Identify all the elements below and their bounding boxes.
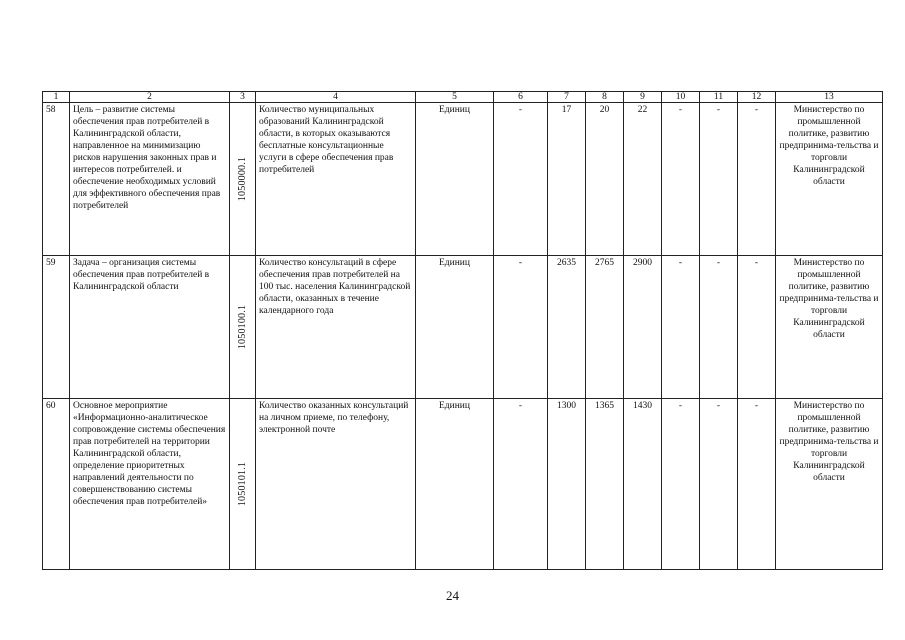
value-cell: 2635 xyxy=(548,256,586,399)
value-cell: - xyxy=(738,103,776,256)
value-cell: - xyxy=(700,399,738,570)
value-cell: - xyxy=(738,399,776,570)
value-cell: - xyxy=(700,256,738,399)
value-cell: - xyxy=(662,103,700,256)
code-text: 1050000.1 xyxy=(236,156,248,202)
goal-text: Цель – развитие системы обеспечения прав потребителей в Калининградской области, направленное на минимизацию рисков нарушения законных прав и интересов потребителей. и обеспечение необходимых условий для эффективного обеспечения прав потребителей xyxy=(70,103,230,256)
indicator-text: Количество муниципальных образований Калининградской области, в которых оказываются бесплатные консультационные услуги в сфере обеспечения прав потребителей xyxy=(256,103,416,256)
organization-text: Министерство по промышленной политике, развитию предпринима-тельства и торговли Калининградской области xyxy=(776,103,883,256)
organization-text: Министерство по промышленной политике, развитию предпринима-тельства и торговли Калининградской области xyxy=(776,399,883,570)
value-cell: - xyxy=(662,399,700,570)
column-header: 3 xyxy=(230,92,256,103)
value-cell: - xyxy=(738,256,776,399)
page-number: 24 xyxy=(446,588,459,603)
table-row xyxy=(43,103,883,256)
value-cell: - xyxy=(494,256,548,399)
value-cell: 1365 xyxy=(586,399,624,570)
column-header: 13 xyxy=(776,92,883,103)
column-header: 11 xyxy=(700,92,738,103)
column-header: 8 xyxy=(586,92,624,103)
code-text: 1050100.1 xyxy=(236,304,248,350)
value-cell: - xyxy=(494,399,548,570)
indicators-table xyxy=(42,91,883,570)
value-cell: 1300 xyxy=(548,399,586,570)
indicator-text: Количество оказанных консультаций на личном приеме, по телефону, электронной почте xyxy=(256,399,416,570)
code-cell xyxy=(230,399,256,570)
table-header-row xyxy=(43,92,883,103)
value-cell: 1430 xyxy=(624,399,662,570)
unit-text: Единиц xyxy=(416,256,494,399)
value-cell: - xyxy=(494,103,548,256)
goal-text: Задача – организация системы обеспечения прав потребителей в Калининградской области xyxy=(70,256,230,399)
row-number: 60 xyxy=(43,399,70,570)
unit-text: Единиц xyxy=(416,399,494,570)
column-header: 9 xyxy=(624,92,662,103)
unit-text: Единиц xyxy=(416,103,494,256)
goal-text: Основное мероприятие «Информационно-аналитическое сопровождение системы обеспечения прав потребителей на территории Калининградской области, определение приоритетных направлений деятельности по совершенствованию системы обеспечения прав потребителей» xyxy=(70,399,230,570)
column-header: 4 xyxy=(256,92,416,103)
value-cell: 22 xyxy=(624,103,662,256)
column-header: 12 xyxy=(738,92,776,103)
column-header: 10 xyxy=(662,92,700,103)
indicator-text: Количество консультаций в сфере обеспечения прав потребителей на 100 тыс. населения Калининградской области, оказанных в течение календарного года xyxy=(256,256,416,399)
column-header: 2 xyxy=(70,92,230,103)
value-cell: 2765 xyxy=(586,256,624,399)
column-header: 7 xyxy=(548,92,586,103)
row-number: 59 xyxy=(43,256,70,399)
code-cell xyxy=(230,256,256,399)
value-cell: 17 xyxy=(548,103,586,256)
code-text: 1050101.1 xyxy=(236,461,248,507)
value-cell: - xyxy=(700,103,738,256)
column-header: 6 xyxy=(494,92,548,103)
column-header: 5 xyxy=(416,92,494,103)
table-row xyxy=(43,256,883,399)
table-row xyxy=(43,399,883,570)
value-cell: 2900 xyxy=(624,256,662,399)
organization-text: Министерство по промышленной политике, развитию предпринима-тельства и торговли Калининградской области xyxy=(776,256,883,399)
value-cell: 20 xyxy=(586,103,624,256)
column-header: 1 xyxy=(43,92,70,103)
row-number: 58 xyxy=(43,103,70,256)
code-cell xyxy=(230,103,256,256)
value-cell: - xyxy=(662,256,700,399)
